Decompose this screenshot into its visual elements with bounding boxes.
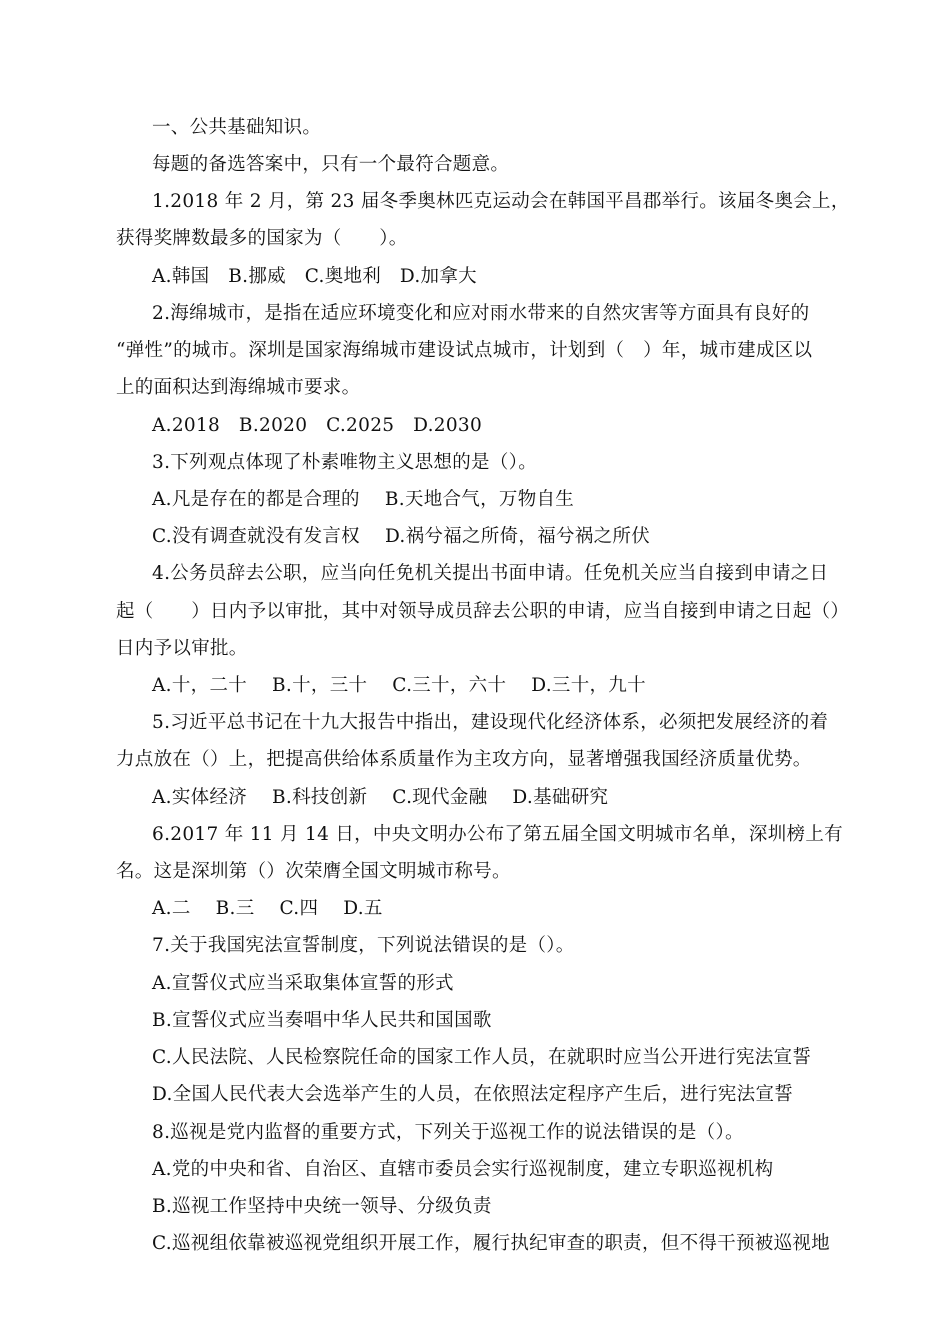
q1-stem-line-1: 1.2018 年 2 月，第 23 届冬季奥林匹克运动会在韩国平昌郡举行。该届冬奥会上， <box>152 191 850 212</box>
q2-stem-line-2: “弹性”的城市。深圳是国家海绵城市建设试点城市，计划到（ ）年，城市建成区以 <box>116 340 813 361</box>
q6-stem-line-2: 名。这是深圳第（）次荣膺全国文明城市称号。 <box>116 861 511 882</box>
q4-options: A.十，二十 B.十，三十 C.三十，六十 D.三十，九十 <box>152 675 646 696</box>
q4-stem-line-2: 起（ ）日内予以审批，其中对领导成员辞去公职的申请，应当自接到申请之日起（） <box>116 601 850 622</box>
q5-options: A.实体经济 B.科技创新 C.现代金融 D.基础研究 <box>152 787 609 808</box>
q3-options-line-1: A.凡是存在的都是合理的 B.天地合气，万物自生 <box>152 489 575 510</box>
q2-stem-line-1: 2.海绵城市，是指在适应环境变化和应对雨水带来的自然灾害等方面具有良好的 <box>152 303 810 324</box>
instructions: 每题的备选答案中，只有一个最符合题意。 <box>152 154 510 175</box>
q4-stem-line-3: 日内予以审批。 <box>116 638 248 659</box>
q8-option-b: B.巡视工作坚持中央统一领导、分级负责 <box>152 1196 492 1217</box>
q7-option-c: C.人民法院、人民检察院任命的国家工作人员，在就职时应当公开进行宪法宣誓 <box>152 1047 812 1068</box>
q2-stem-line-3: 上的面积达到海绵城市要求。 <box>116 377 361 398</box>
q4-stem-line-1: 4.公务员辞去公职，应当向任免机关提出书面申请。任免机关应当自接到申请之日 <box>152 563 829 584</box>
q8-stem: 8.巡视是党内监督的重要方式，下列关于巡视工作的说法错误的是（）。 <box>152 1122 744 1143</box>
q8-option-c: C.巡视组依靠被巡视党组织开展工作，履行执纪审查的职责，但不得干预被巡视地 <box>152 1233 830 1254</box>
q1-stem-line-2: 获得奖牌数最多的国家为（ ）。 <box>116 228 408 249</box>
q6-stem-line-1: 6.2017 年 11 月 14 日，中央文明办公布了第五届全国文明城市名单，深圳榜上有 <box>152 824 843 845</box>
q6-options: A.二 B.三 C.四 D.五 <box>152 898 383 919</box>
q5-stem-line-2: 力点放在（）上，把提高供给体系质量作为主攻方向，显著增强我国经济质量优势。 <box>116 749 812 770</box>
q8-option-a: A.党的中央和省、自治区、直辖市委员会实行巡视制度，建立专职巡视机构 <box>152 1159 774 1180</box>
q3-options-line-2: C.没有调查就没有发言权 D.祸兮福之所倚，福兮祸之所伏 <box>152 526 651 547</box>
q7-option-a: A.宣誓仪式应当采取集体宣誓的形式 <box>152 973 454 994</box>
q7-stem: 7.关于我国宪法宣誓制度，下列说法错误的是（）。 <box>152 935 575 956</box>
q5-stem-line-1: 5.习近平总书记在十九大报告中指出，建设现代化经济体系，必须把发展经济的着 <box>152 712 829 733</box>
section-title: 一、公共基础知识。 <box>152 117 322 138</box>
q2-options: A.2018 B.2020 C.2025 D.2030 <box>152 415 483 436</box>
q1-options: A.韩国 B.挪威 C.奥地利 D.加拿大 <box>152 266 477 287</box>
q7-option-d: D.全国人民代表大会选举产生的人员，在依照法定程序产生后，进行宪法宣誓 <box>152 1084 794 1105</box>
q7-option-b: B.宣誓仪式应当奏唱中华人民共和国国歌 <box>152 1010 492 1031</box>
q3-stem: 3.下列观点体现了朴素唯物主义思想的是（）。 <box>152 452 538 473</box>
